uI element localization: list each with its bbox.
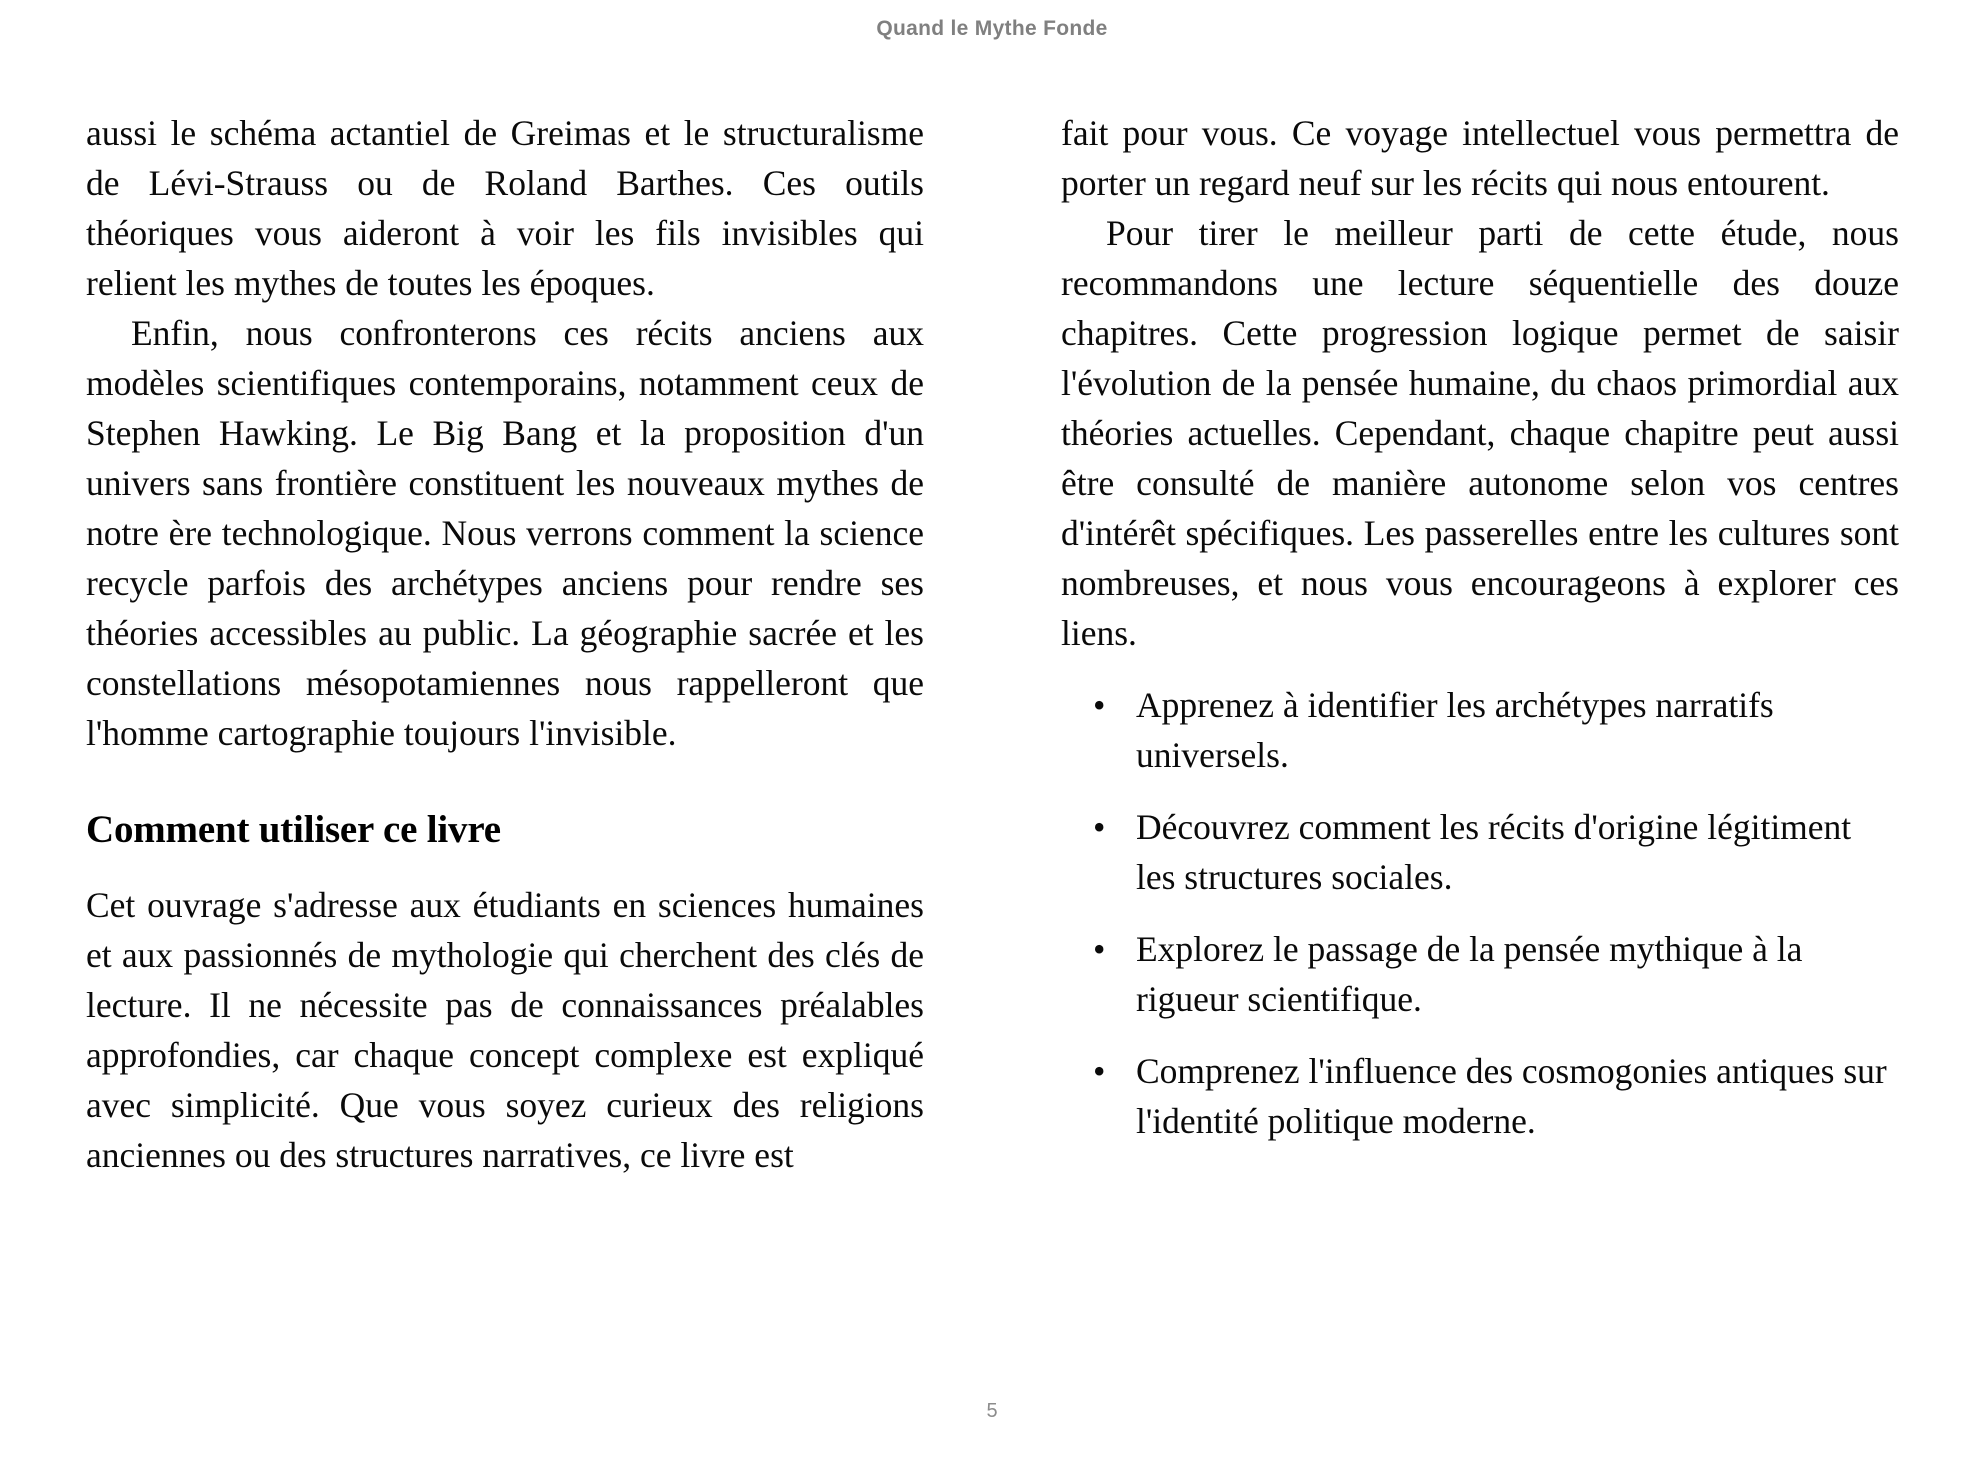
paragraph: Enfin, nous confronterons ces récits anciens aux modèles scientifiques contemporains, notamment ceux de Stephen Hawking. Le Big Bang et la proposition d'un univers sans frontière constituent les nouveaux mythes de notre ère technologique. Nous verrons comment la science recycle parfois des archétypes anciens pour rendre ses théories accessibles au public. La géographie sacrée et les constellations mésopotamiennes nous rappelleront que l'homme cartographie toujours l'invisible. — [86, 313, 924, 753]
paragraph: Pour tirer le meilleur parti de cette étude, nous recommandons une lecture séquentielle des douze chapitres. Cette progression logique permet de saisir l'évolution de la pensée humaine, du chaos primordial aux théories actuelles. Cependant, chaque chapitre peut aussi être consulté de manière autonome selon vos centres d'intérêt spécifiques. Les passerelles entre les cultures sont nombreuses, et nous vous encourageons à explorer ces liens. — [1061, 213, 1899, 653]
running-header-title: Quand le Mythe Fonde — [876, 17, 1108, 40]
list-item — [1061, 802, 1899, 902]
list-item-label: Découvrez comment les récits d'origine légitiment les structures sociales. — [1136, 807, 1852, 897]
right-column — [1061, 108, 1899, 1328]
list-item-label: Apprenez à identifier les archétypes narratifs universels. — [1136, 685, 1774, 775]
bullet-icon: • — [1093, 685, 1106, 725]
left-column — [86, 108, 924, 1328]
running-header — [0, 0, 1984, 58]
two-column-body — [86, 108, 1898, 1328]
bullet-list — [1061, 680, 1899, 1146]
bullet-icon: • — [1093, 1051, 1106, 1091]
list-item — [1061, 680, 1899, 780]
list-item — [1061, 1046, 1899, 1146]
paragraph-continuation: aussi le schéma actantiel de Greimas et le structuralisme de Lévi-Strauss ou de Roland Barthes. Ces outils théoriques vous aideront à voir les fils invisibles qui relient les mythes de toutes les époques. — [86, 113, 924, 303]
page-number-label: 5 — [986, 1400, 998, 1422]
paragraph: Cet ouvrage s'adresse aux étudiants en sciences humaines et aux passionnés de mythologie qui cherchent des clés de lecture. Il ne nécessite pas de connaissances préalables approfondies, car chaque concept complexe est expliqué avec simplicité. Que vous soyez curieux des religions anciennes ou des structures narratives, ce livre est — [86, 885, 924, 1175]
list-item — [1061, 924, 1899, 1024]
bullet-icon: • — [1093, 807, 1106, 847]
bullet-icon: • — [1093, 929, 1106, 969]
list-item-label: Comprenez l'influence des cosmogonies antiques sur l'identité politique moderne. — [1136, 1051, 1887, 1141]
list-item-label: Explorez le passage de la pensée mythique à la rigueur scientifique. — [1136, 929, 1803, 1019]
paragraph-continuation: fait pour vous. Ce voyage intellectuel vous permettra de porter un regard neuf sur les récits qui nous entourent. — [1061, 113, 1899, 203]
section-heading: Comment utiliser ce livre — [86, 808, 501, 851]
page-number — [0, 1400, 1984, 1423]
